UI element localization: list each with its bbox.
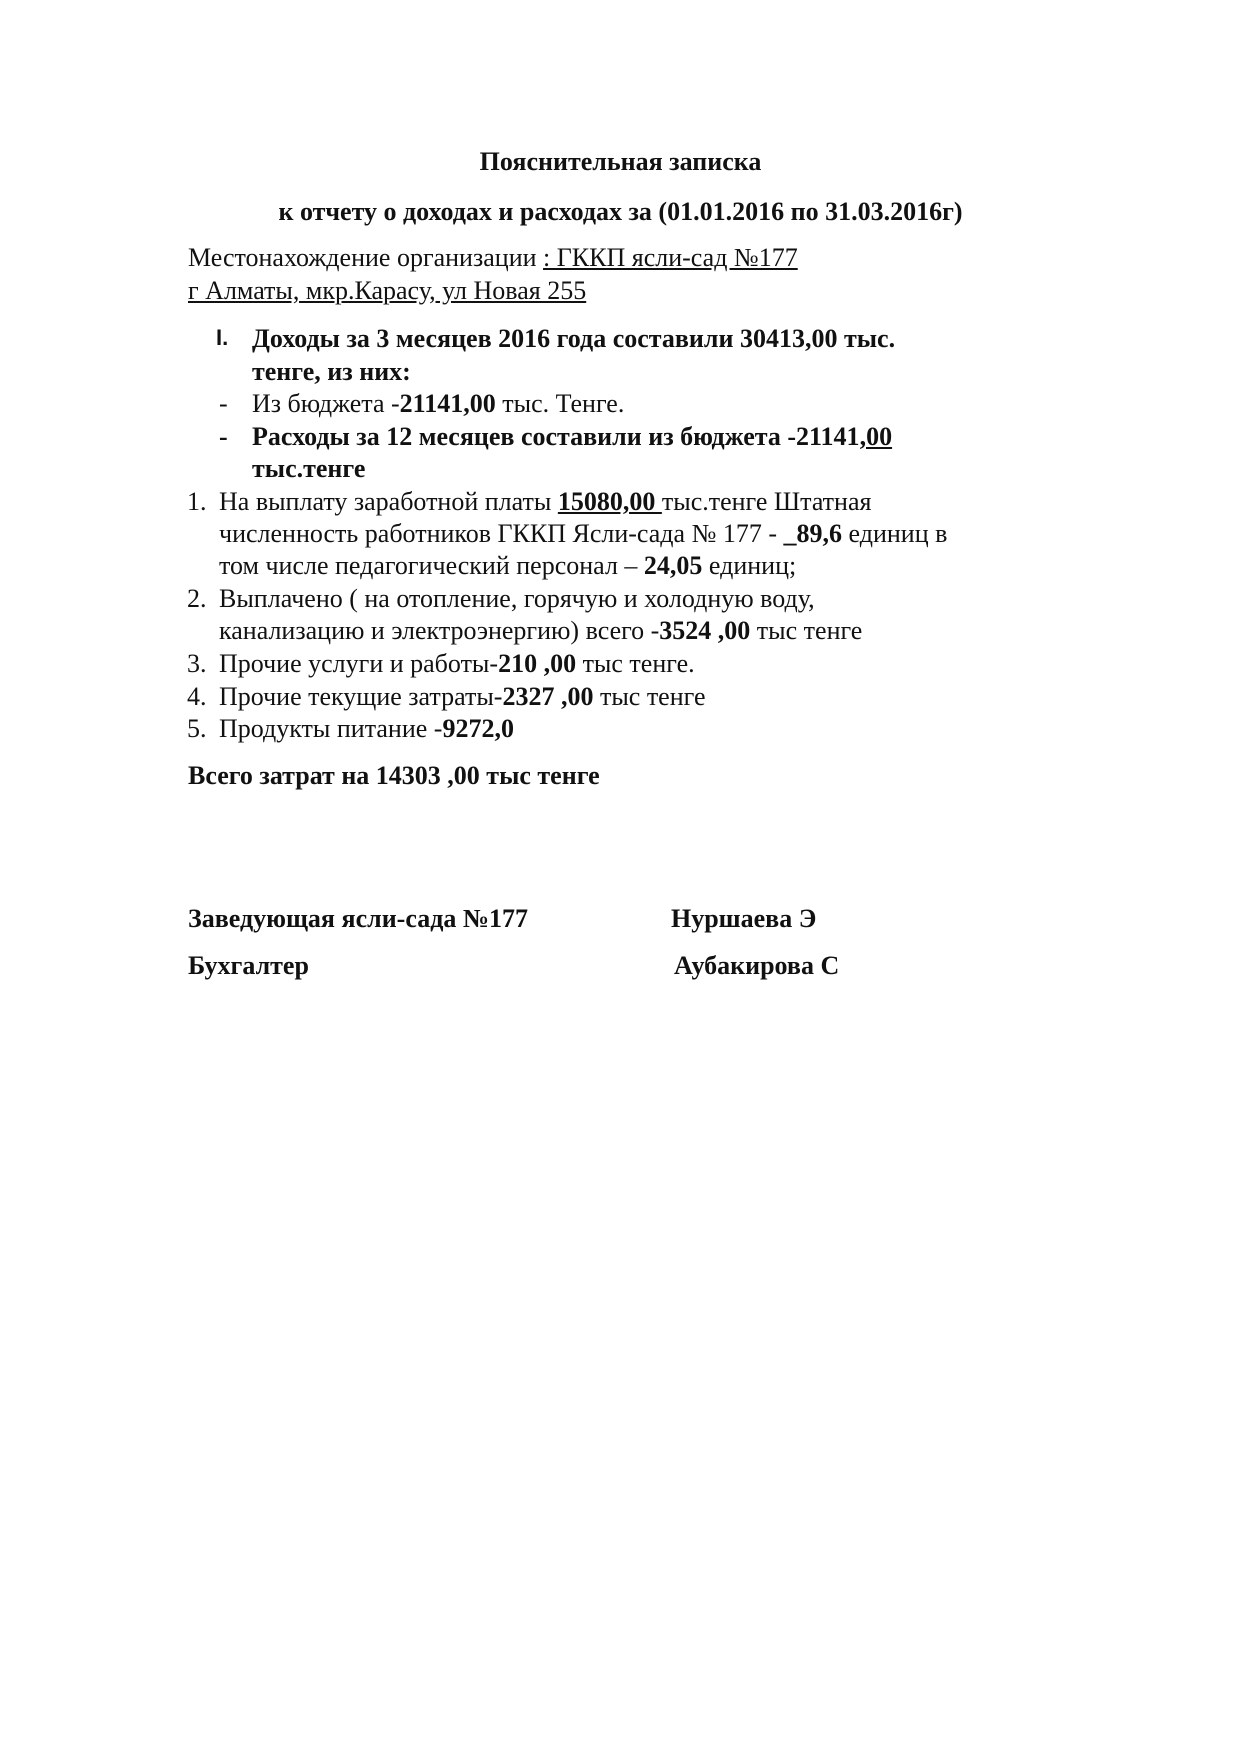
head-name: Нуршаева Э (671, 904, 817, 933)
item2-text: тыс тенге (750, 616, 863, 645)
item1-text: На выплату заработной платы (219, 487, 558, 516)
income-line-2: тенге, из них: (252, 357, 411, 386)
item1-line-3 (219, 549, 796, 583)
document-title: Пояснительная записка (479, 147, 762, 176)
item4-line (219, 680, 706, 714)
item1-text: единиц в (842, 519, 948, 548)
document-subtitle: к отчету о доходах и расходах за (01.01.2016 по 31.03.2016г) (278, 197, 963, 226)
item1-text: том числе педагогический персонал – (219, 551, 644, 580)
item3-text: Прочие услуги и работы- (219, 649, 499, 678)
item5-text: Продукты питание - (219, 714, 443, 743)
item-number: 5. (187, 714, 207, 743)
dash-marker: - (219, 422, 228, 451)
budget-line (252, 387, 624, 421)
item1-line-1 (219, 485, 871, 519)
item2-text: канализацию и электроэнергию) всего - (219, 616, 660, 645)
item1-text: единиц; (702, 551, 797, 580)
item-number: 2. (187, 584, 207, 613)
location-label: Местонахождение организации (188, 243, 544, 272)
accountant-name: Аубакирова С (674, 951, 840, 980)
total-costs: Всего затрат на 14303 ,00 тыс тенге (188, 761, 600, 790)
item3-line (219, 647, 695, 681)
salary-value: 15080,00 (557, 487, 662, 516)
expenses-text: Расходы за 12 месяцев составили из бюджета -21141 (252, 422, 860, 451)
item2-line-2 (219, 614, 862, 648)
dash-marker: - (219, 389, 228, 418)
item3-text: тыс тенге. (576, 649, 695, 678)
expenses-line-1 (252, 420, 892, 454)
budget-suffix: тыс. Тенге. (495, 389, 625, 418)
food-value: 9272,0 (442, 714, 514, 743)
expenses-decimal: ,00 (859, 422, 893, 451)
teaching-staff-count: 24,05 (643, 551, 703, 580)
budget-value: 21141,00 (399, 389, 496, 418)
utilities-value: 3524 ,00 (659, 616, 751, 645)
item-number: 4. (187, 682, 207, 711)
head-role: Заведующая ясли-сада №177 (188, 904, 528, 933)
services-value: 210 ,00 (498, 649, 577, 678)
item1-text: тыс.тенге Штатная (661, 487, 872, 516)
location-address: г Алматы, мкр.Карасу, ул Новая 255 (188, 276, 587, 305)
item-number: 3. (187, 649, 207, 678)
staff-count: _89,6 (783, 519, 843, 548)
item5-line (219, 712, 514, 746)
location-org: : ГККП ясли-сад №177 (543, 243, 798, 272)
budget-prefix: Из бюджета - (252, 389, 400, 418)
item1-line-2 (219, 517, 947, 551)
item1-text: численность работников ГККП Ясли-сада № 177 - (219, 519, 784, 548)
expenses-line-2: тыс.тенге (252, 454, 366, 483)
item2-line-1: Выплачено ( на отопление, горячую и холодную воду, (219, 584, 815, 613)
accountant-role: Бухгалтер (188, 951, 309, 980)
roman-marker: I. (216, 325, 229, 350)
income-line-1: Доходы за 3 месяцев 2016 года составили 30413,00 тыс. (252, 324, 896, 353)
location-line (188, 241, 798, 275)
current-costs-value: 2327 ,00 (502, 682, 594, 711)
item4-text: Прочие текущие затраты- (219, 682, 503, 711)
item-number: 1. (187, 487, 207, 516)
item4-text: тыс тенге (593, 682, 706, 711)
